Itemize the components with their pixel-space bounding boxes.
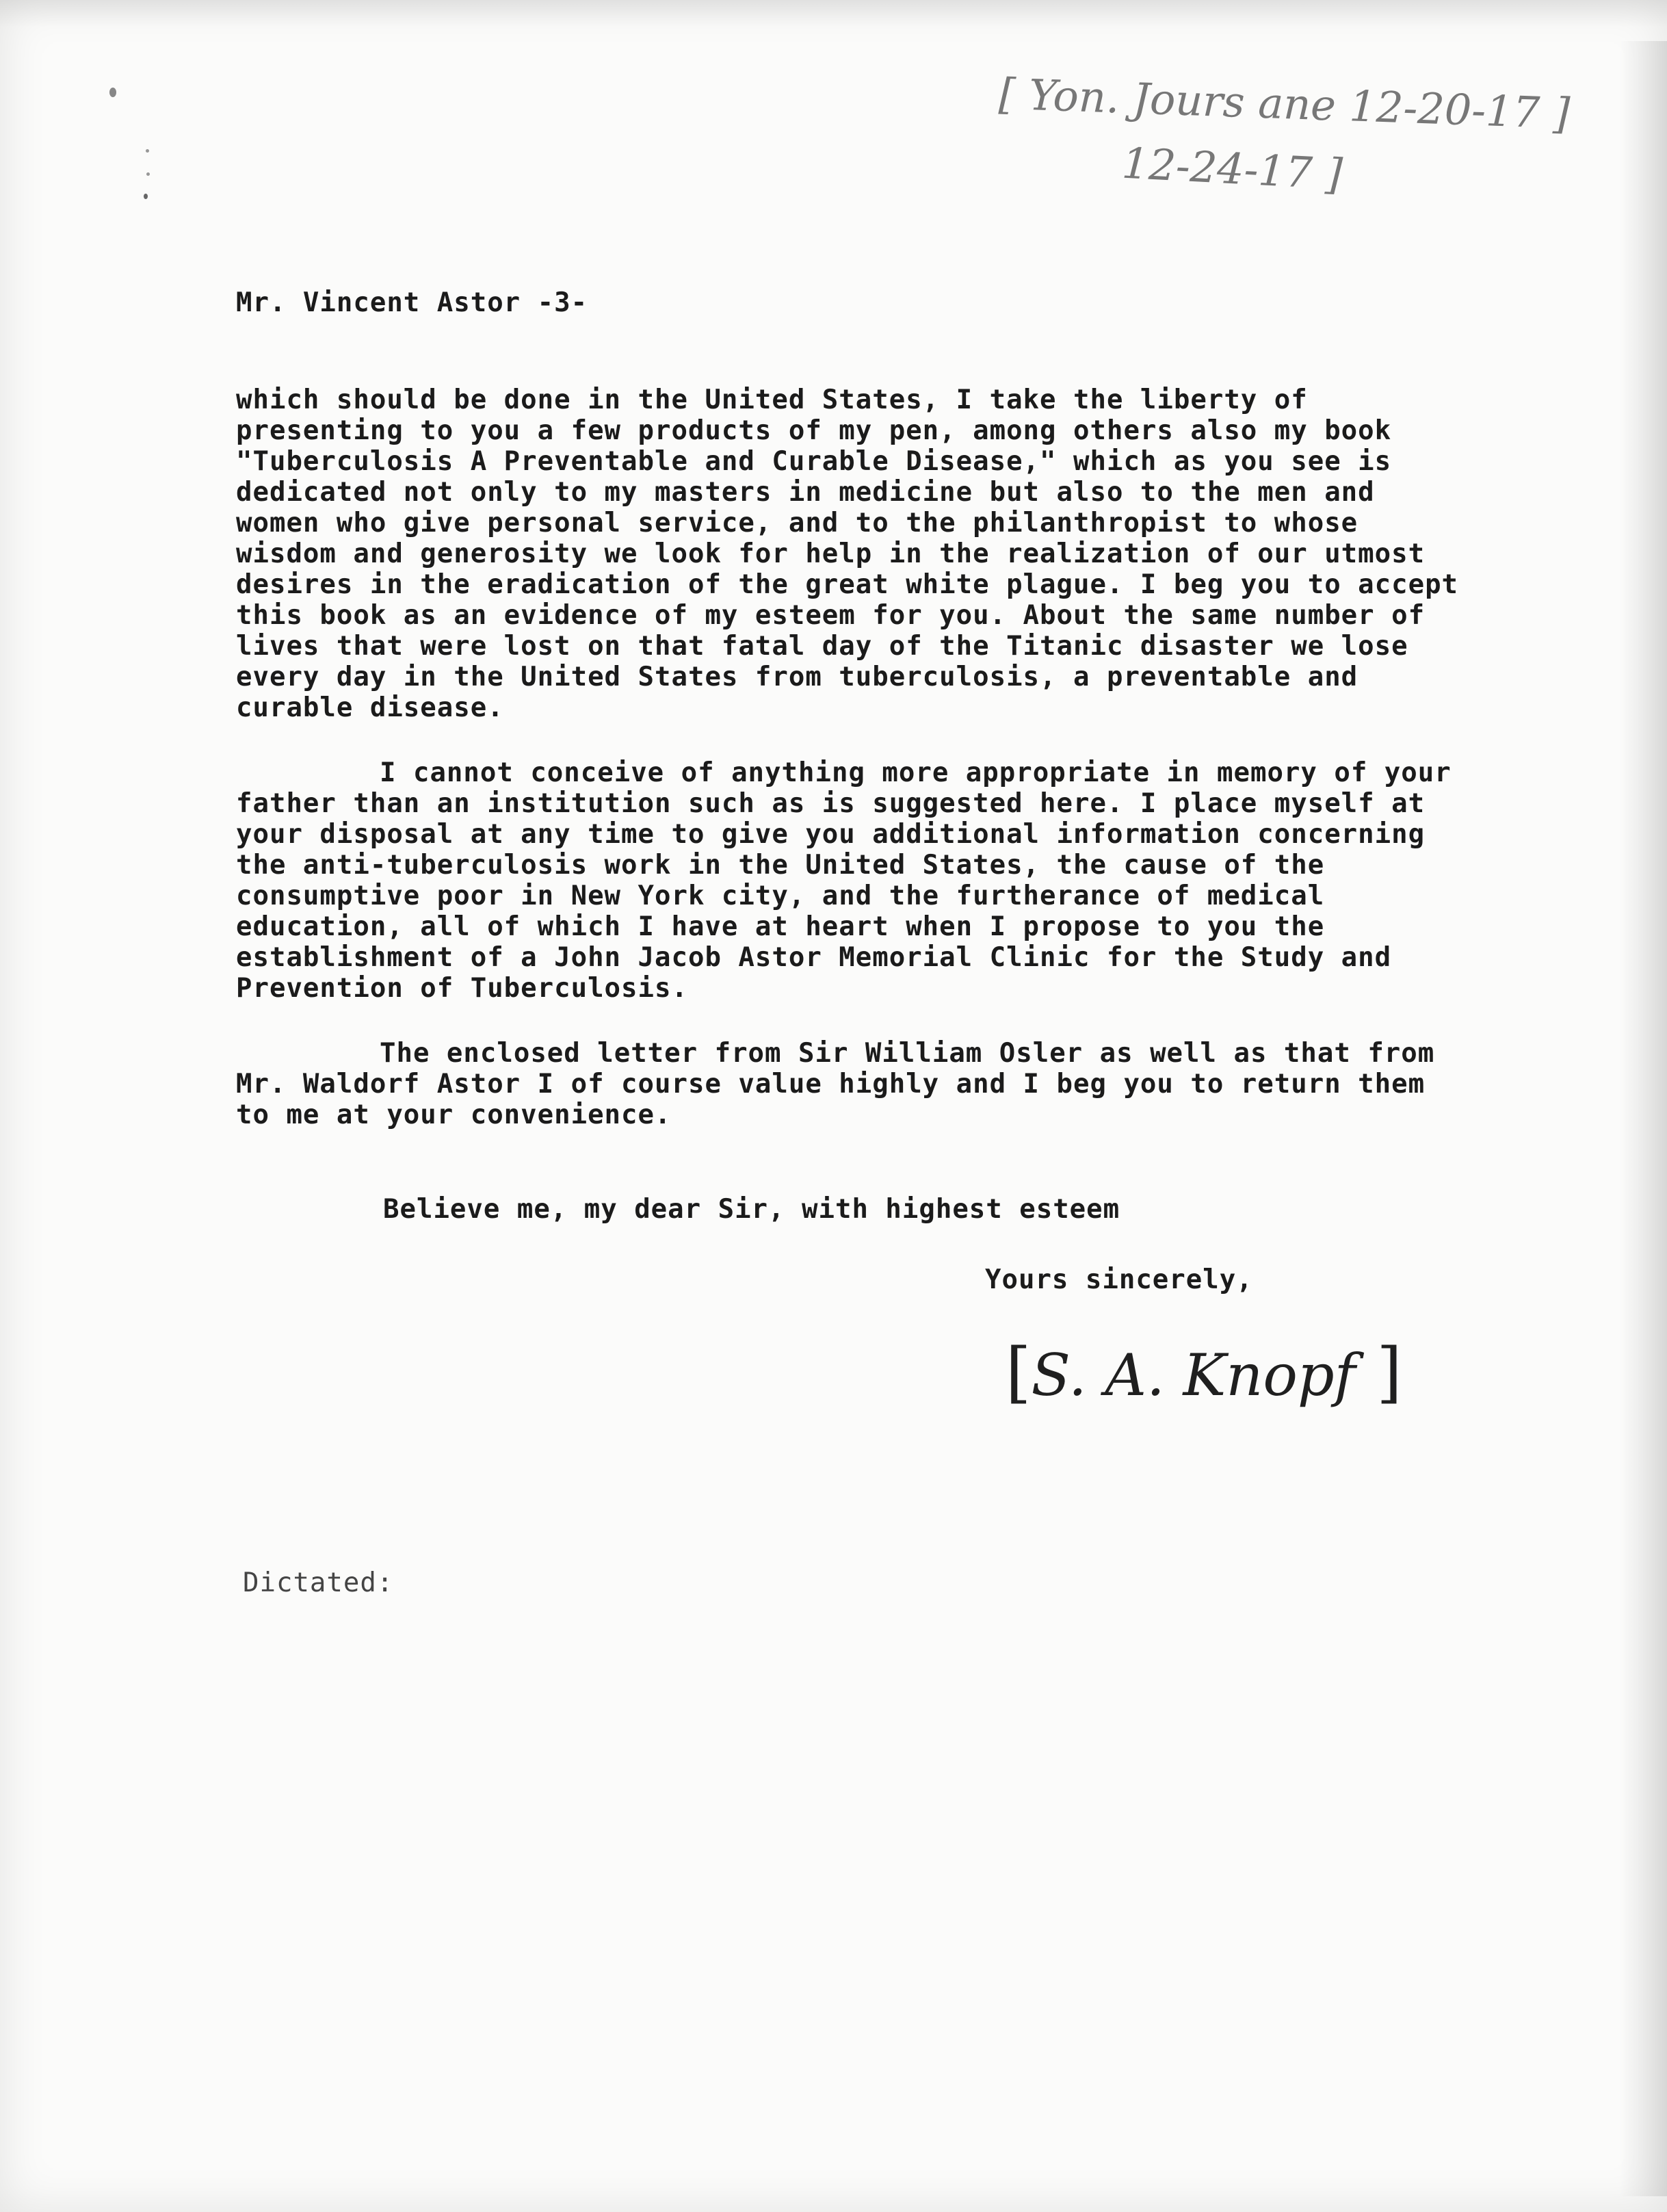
- page-header-line: Mr. Vincent Astor -3-: [236, 287, 588, 318]
- valediction: Yours sincerely,: [985, 1264, 1253, 1295]
- signature-open-bracket: [: [1006, 1334, 1032, 1411]
- body-paragraph: The enclosed letter from Sir William Osler as well as that from Mr. Waldorf Astor I of course value highly and I beg you to return them to me at your convenience.: [236, 1038, 1435, 1130]
- body-paragraph: I cannot conceive of anything more appropriate in memory of your father than an institution such as is suggested here. I place myself at your disposal at any time to give you additional information concerning the anti-tuberculosis work in the United States, the cause of the consumptive poor in New York city, and the furtherance of medical education, all of which I have at heart when I propose to you the establishment of a John Jacob Astor Memorial Clinic for the Study and Prevention of Tuberculosis.: [236, 757, 1452, 1004]
- signature-text: S. A. Knopf: [1031, 1342, 1356, 1409]
- page-top-shadow: [0, 0, 1667, 27]
- ink-speck: [144, 194, 148, 199]
- closing-line: Believe me, my dear Sir, with highest esteem: [383, 1194, 1120, 1225]
- page-right-shadow: [1619, 41, 1667, 2196]
- handwritten-margin-note: [ Yon. Jours ane 12-20-17 ]: [997, 68, 1571, 139]
- letter-body: [236, 385, 1467, 1164]
- ink-speck: [109, 88, 116, 97]
- handwritten-margin-note: 12-24-17 ]: [1120, 138, 1344, 200]
- dictated-label: Dictated:: [243, 1567, 394, 1598]
- body-paragraph: which should be done in the United States, I take the liberty of presenting to you a few products of my pen, among others also my book "Tuberculosis A Preventable and Curable Disease," which as you see is dedicated not only to my masters in medicine but also to the men and women who give personal service, and to the philanthropist to whose wisdom and generosity we look for help in the realization of our utmost desires in the eradication of the great white plague. I beg you to accept this book as an evidence of my esteem for you. About the same number of lives that were lost on that fatal day of the Titanic disaster we lose every day in the United States from tuberculosis, a preventable and curable disease.: [236, 385, 1459, 723]
- ink-speck: [146, 149, 149, 153]
- ink-speck: [146, 172, 150, 176]
- signature-close-bracket: ]: [1355, 1334, 1402, 1411]
- handwritten-signature: [1006, 1334, 1402, 1411]
